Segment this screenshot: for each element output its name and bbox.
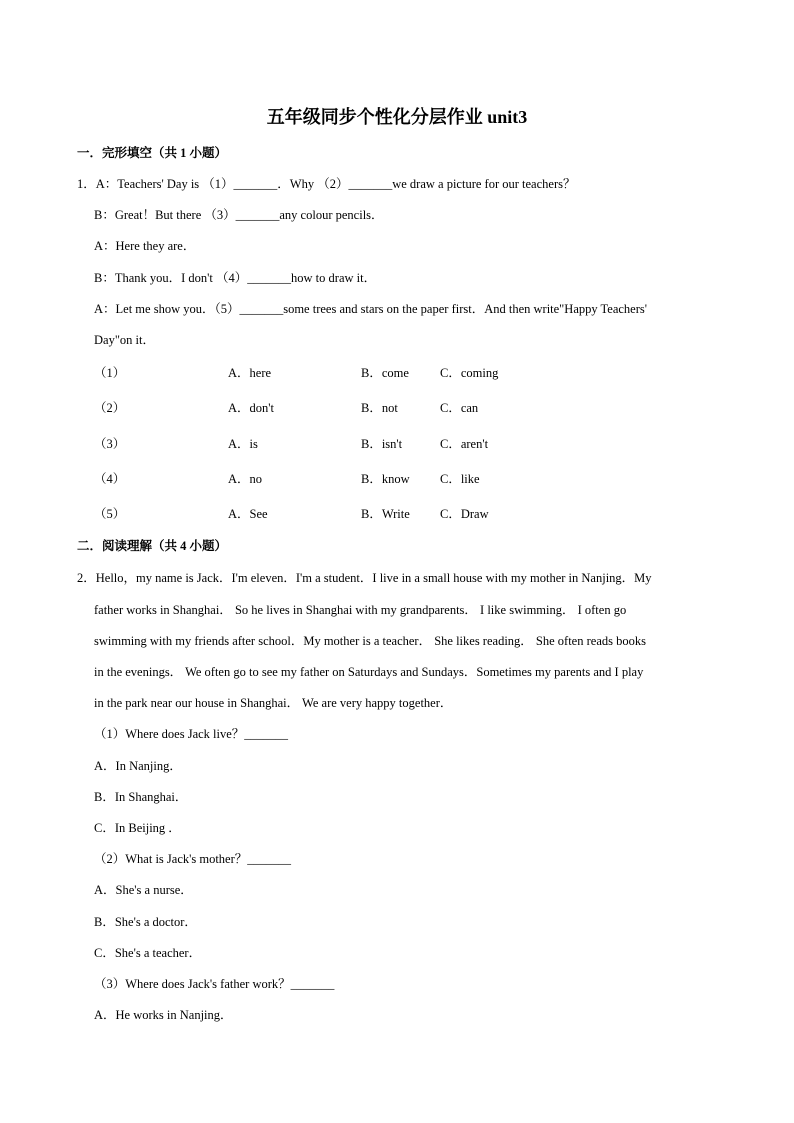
passage-line-4: in the evenings． We often go to see my father on Saturdays and Sundays．Sometimes my parents and I play [94, 665, 644, 679]
passage-line-1: 2．Hello，my name is Jack．I'm eleven．I'm a student．I live in a small house with my mother in Nanjing．My [77, 571, 652, 585]
option-b: B．come [361, 366, 409, 380]
blank-number: （2） [94, 401, 126, 415]
document-title: 五年级同步个性化分层作业 unit3 [266, 107, 528, 127]
section-heading-reading: 二．阅读理解（共 4 小题） [77, 539, 228, 553]
option-c: C．can [440, 401, 479, 415]
option-a: A．here [228, 366, 272, 380]
sub-question-2-option-c: C．She's a teacher． [94, 946, 202, 960]
question-1-line-3: A：Here they are． [94, 239, 196, 253]
blank-number: （1） [94, 366, 126, 380]
question-1-line-5: A：Let me show you．（5）_______some trees and stars on the paper first．And then write"Happy Teachers' [94, 302, 647, 316]
sub-question-3: （3）Where does Jack's father work？_______ [94, 977, 335, 991]
section-heading-cloze: 一．完形填空（共 1 小题） [77, 146, 228, 160]
sub-question-1-option-c: C．In Beijing ． [94, 821, 181, 835]
blank-number: （4） [94, 472, 126, 486]
passage-line-2: father works in Shanghai． So he lives in Shanghai with my grandparents． I like swimming． I often go [94, 603, 627, 617]
sub-question-1: （1）Where does Jack live？_______ [94, 727, 289, 741]
option-a: A．is [228, 437, 258, 451]
option-c: C．aren't [440, 437, 489, 451]
option-c: C．coming [440, 366, 499, 380]
question-1-line-1: 1．A：Teachers' Day is （1）_______．Why （2）_______we draw a picture for our teachers？ [77, 177, 576, 191]
option-a: A．See [228, 507, 268, 521]
sub-question-1-option-a: A．In Nanjing． [94, 759, 182, 773]
passage-line-3: swimming with my friends after school．My mother is a teacher． She likes reading． She often reads books [94, 634, 646, 648]
question-1-line-4: B：Thank you．I don't （4）_______how to draw it． [94, 271, 377, 285]
option-b: B．Write [361, 507, 410, 521]
sub-question-2: （2）What is Jack's mother？_______ [94, 852, 292, 866]
option-a: A．no [228, 472, 263, 486]
option-a: A．don't [228, 401, 275, 415]
sub-question-2-option-b: B．She's a doctor． [94, 915, 197, 929]
sub-question-3-option-a: A．He works in Nanjing． [94, 1008, 233, 1022]
sub-question-2-option-a: A．She's a nurse． [94, 883, 193, 897]
option-b: B．not [361, 401, 398, 415]
option-b: B．isn't [361, 437, 403, 451]
question-1-line-2: B：Great！But there （3）_______any colour pencils． [94, 208, 384, 222]
option-c: C．Draw [440, 507, 489, 521]
blank-number: （3） [94, 437, 126, 451]
blank-number: （5） [94, 507, 126, 521]
option-b: B．know [361, 472, 410, 486]
option-c: C．like [440, 472, 480, 486]
sub-question-1-option-b: B．In Shanghai． [94, 790, 188, 804]
question-1-line-6: Day"on it． [94, 333, 155, 347]
passage-line-5: in the park near our house in Shanghai． We are very happy together． [94, 696, 453, 710]
